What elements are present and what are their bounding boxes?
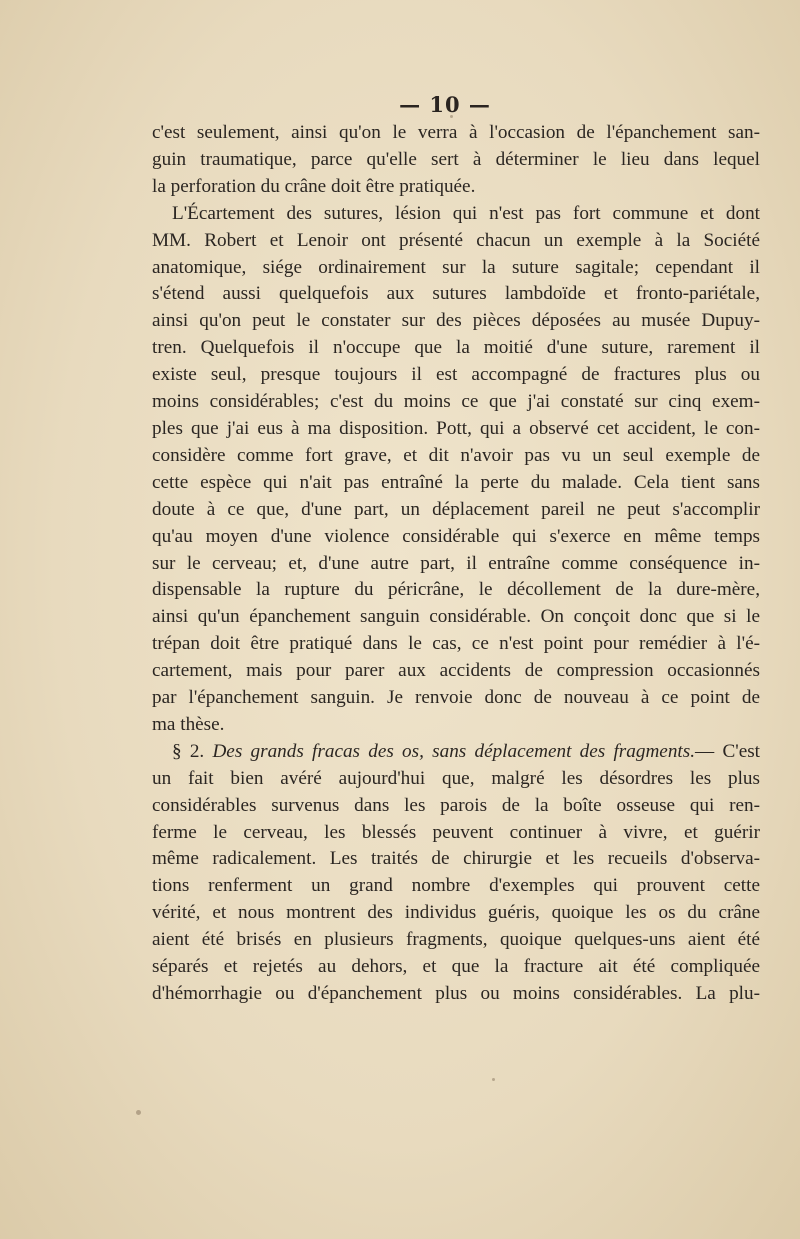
paper-speck	[492, 1078, 495, 1081]
text-line: cartement, mais pour parer aux accidents de compression occasionnés	[152, 660, 760, 682]
text-line: ainsi qu'un épanchement sanguin considérable. On conçoit donc que si le	[152, 606, 760, 628]
text-line: tions renferment un grand nombre d'exemples qui prouvent cette	[152, 875, 760, 897]
text-line: considérables survenus dans les parois de la boîte osseuse qui ren-	[152, 794, 760, 816]
section-heading-line	[152, 739, 760, 766]
text-line: cette espèce qui n'ait pas entraîné la perte du malade. Cela tient sans	[152, 471, 760, 493]
text-line: doute à ce que, d'une part, un déplacement pareil ne peut s'accomplir	[152, 498, 760, 520]
text-line: même radicalement. Les traités de chirurgie et les recueils d'observa-	[152, 848, 760, 870]
section-mark: § 2.	[172, 740, 205, 762]
text-line: moins considérables; c'est du moins ce que j'ai constaté sur cinq exem-	[152, 391, 760, 413]
body-text	[152, 120, 760, 1008]
text-line: anatomique, siége ordinairement sur la suture sagitale; cependant il	[152, 256, 760, 278]
text-line: c'est seulement, ainsi qu'on le verra à l'occasion de l'épanchement san-	[152, 122, 760, 143]
paper-speck	[136, 1110, 141, 1115]
text-line: par l'épanchement sanguin. Je renvoie donc de nouveau à ce point de	[152, 687, 760, 709]
text-line: s'étend aussi quelquefois aux sutures lambdoïde et fronto-pariétale,	[152, 283, 760, 305]
text-line: séparés et rejetés au dehors, et que la fracture ait été compliquée	[152, 956, 760, 978]
text-line: existe seul, presque toujours il est accompagné de fractures plus ou	[152, 364, 760, 386]
section-title: Des grands fracas des os, sans déplacement des fragments.	[212, 740, 696, 762]
text-line: guin traumatique, parce qu'elle sert à déterminer le lieu dans lequel	[152, 148, 760, 170]
text-line: aient été brisés en plusieurs fragments, quoique quelques-uns aient été	[152, 929, 760, 951]
text-line: L'Écartement des sutures, lésion qui n'est pas fort commune et dont	[172, 202, 760, 224]
paragraph-1	[152, 120, 760, 201]
text-line: vérité, et nous montrent des individus guéris, quoique les os du crâne	[152, 902, 760, 924]
text-line: qu'au moyen d'une violence considérable qui s'exerce en même temps	[152, 525, 760, 547]
text-line: ples que j'ai eus à ma disposition. Pott, qui a observé cet accident, le con-	[152, 417, 760, 439]
page-number: — 10 —	[399, 92, 491, 117]
text-line: dispensable la rupture du péricrâne, le décollement de la dure-mère,	[152, 579, 760, 601]
paragraph-3	[152, 739, 760, 1008]
text-line: un fait bien avéré aujourd'hui que, malgré les désordres les plus	[152, 767, 760, 789]
paper-speck	[450, 115, 453, 118]
text-line: tren. Quelquefois il n'occupe que la moitié d'une suture, rarement il	[152, 337, 760, 359]
text-line: la perforation du crâne doit être pratiquée.	[152, 175, 476, 197]
text-line: d'hémorrhagie ou d'épanchement plus ou moins considérables. La plu-	[152, 983, 760, 1004]
text-line: ferme le cerveau, les blessés peuvent continuer à vivre, et guérir	[152, 821, 760, 843]
paragraph-2	[152, 201, 760, 739]
text-line: considère comme fort grave, et dit n'avoir pas vu un seul exemple de	[152, 444, 760, 466]
text-line: ma thèse.	[152, 713, 225, 735]
text-line: sur le cerveau; et, d'une autre part, il entraîne comme conséquence in-	[152, 552, 760, 574]
text-line: ainsi qu'on peut le constater sur des pièces déposées au musée Dupuy-	[152, 310, 760, 332]
section-line-rest: — C'est	[695, 740, 761, 762]
text-line: MM. Robert et Lenoir ont présenté chacun un exemple à la Société	[152, 229, 760, 251]
text-line: trépan doit être pratiqué dans le cas, ce n'est point pour remédier à l'é-	[152, 633, 760, 655]
